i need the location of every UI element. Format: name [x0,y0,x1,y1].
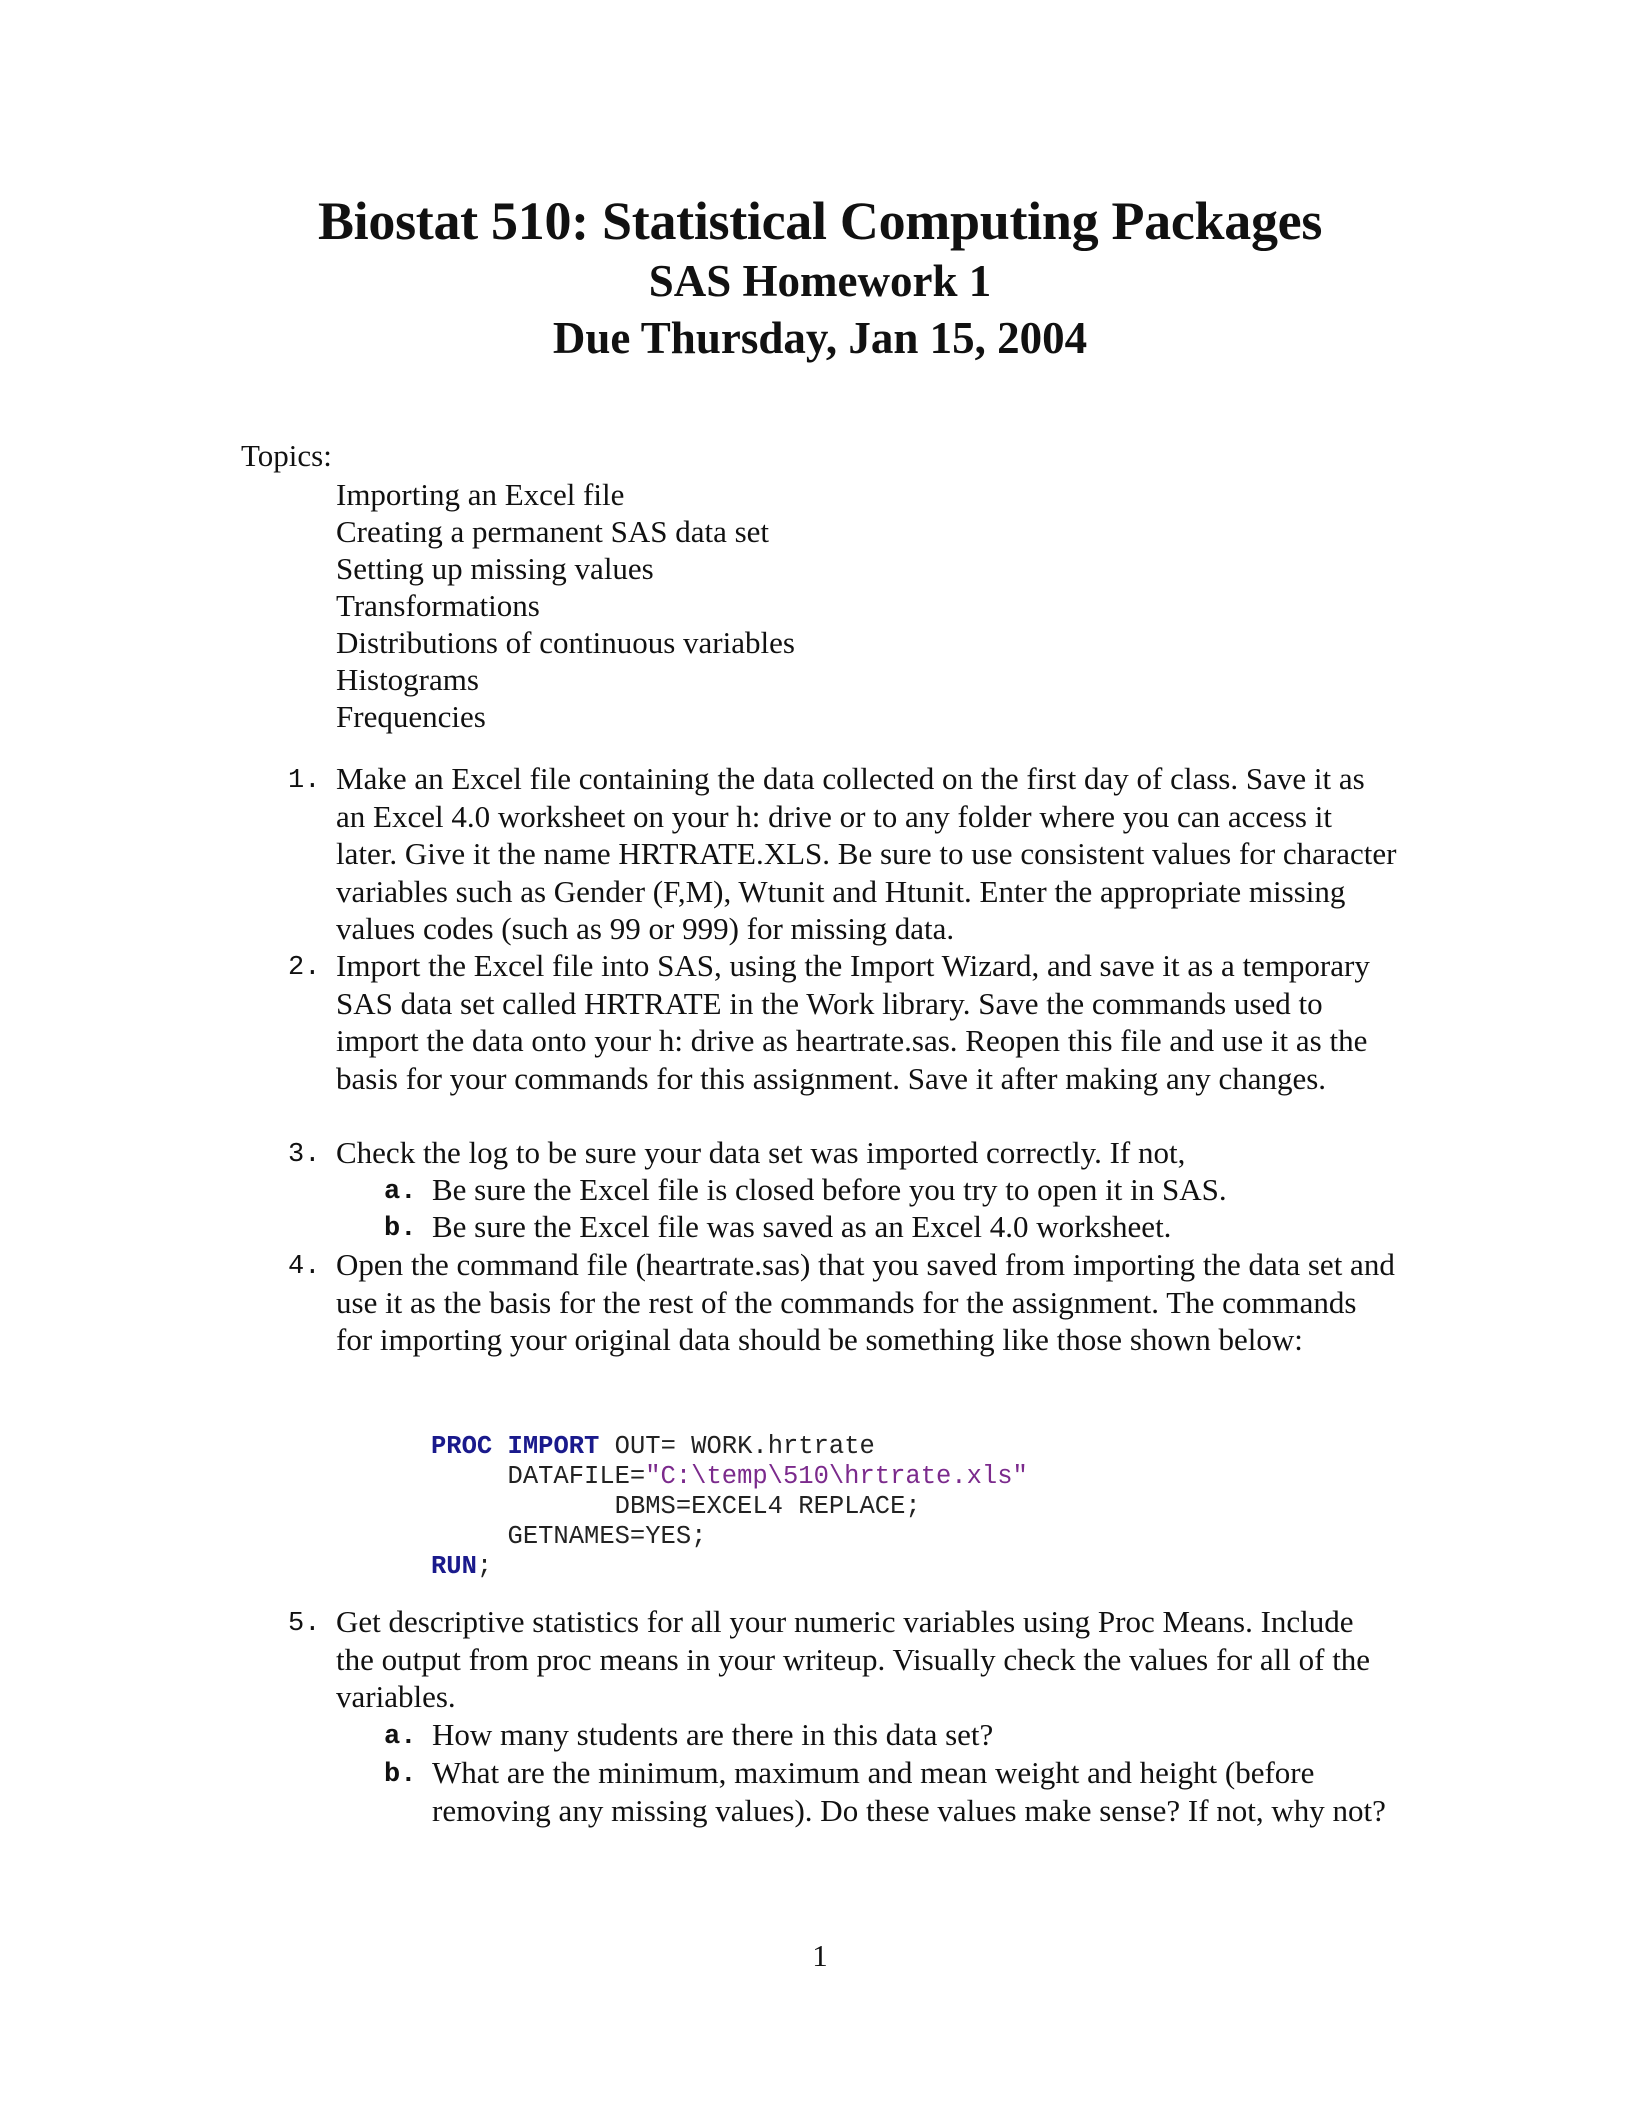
code-dbms-line: DBMS=EXCEL4 REPLACE; [614,1492,921,1521]
question-text: Make an Excel file containing the data collected on the first day of class. Save it as an Excel 4.0 worksheet on your h: drive or to any folder where you can access it later. Give it the name HRTRATE.XLS. Be sure to use consistent values for character variables such as Gender (F,M), Wtunit and Htunit. Enter the appropriate missing values codes (such as 99 or 999) for missing data. [336,761,1397,946]
code-run-semicolon: ; [476,1552,493,1581]
sub-text: Be sure the Excel file is closed before you try to open it in SAS. [432,1172,1227,1207]
question-text: Open the command file (heartrate.sas) that you saved from importing the data set and use it as the basis for the rest of the commands for the assignment. The commands for importing your original data should be something like those shown below: [336,1247,1395,1357]
question-3 [288,1134,1398,1172]
question-3a [384,1171,1404,1209]
topics-label: Topics: [241,438,332,473]
sub-letter: b. [384,1760,417,1790]
code-datafile-label: DATAFILE= [507,1462,646,1491]
question-number: 5. [288,1609,321,1639]
topic-item: Transformations [336,588,540,623]
question-text: Import the Excel file into SAS, using the Import Wizard, and save it as a temporary SAS data set called HRTRATE in the Work library. Save the commands used to import the data onto your h: drive as heartrate.sas. Reopen this file and use it as the basis for your commands for this assignment. Save it after making any changes. [336,948,1370,1096]
code-out-clause: OUT= WORK.hrtrate [614,1432,875,1461]
document-subtitle: SAS Homework 1 [648,256,992,306]
topic-item: Setting up missing values [336,551,654,586]
question-2 [288,947,1398,1097]
code-datafile-path: "C:\temp\510\hrtrate.xls" [645,1462,1028,1491]
topic-item: Distributions of continuous variables [336,625,795,660]
sub-letter: a. [384,1177,417,1207]
question-number: 4. [288,1252,321,1282]
question-number: 1. [288,766,321,796]
sub-text: How many students are there in this data set? [432,1717,994,1752]
topics-list [336,476,795,735]
sub-letter: a. [384,1722,417,1752]
question-4 [288,1246,1398,1359]
question-text: Check the log to be sure your data set was imported correctly. If not, [336,1135,1186,1170]
code-keyword-run: RUN [431,1552,477,1581]
question-5b [384,1754,1404,1829]
sas-code-block [431,1432,1028,1582]
topic-item: Creating a permanent SAS data set [336,514,770,549]
code-keyword-import: IMPORT [507,1432,600,1461]
question-number: 2. [288,953,321,983]
question-3b [384,1208,1404,1246]
due-date: Due Thursday, Jan 15, 2004 [552,313,1088,363]
question-number: 3. [288,1140,321,1170]
topic-item: Frequencies [336,699,486,734]
document-title: Biostat 510: Statistical Computing Packages [317,191,1323,251]
sub-text: What are the minimum, maximum and mean weight and height (before removing any missing values). Do these values make sense? If not, why not? [432,1755,1386,1828]
sub-letter: b. [384,1214,417,1244]
question-1 [288,760,1398,948]
page-number: 1 [812,1938,828,1973]
question-5a [384,1716,1404,1754]
question-5 [288,1603,1398,1716]
sub-text: Be sure the Excel file was saved as an Excel 4.0 worksheet. [432,1209,1172,1244]
code-getnames-line: GETNAMES=YES; [507,1522,707,1551]
question-text: Get descriptive statistics for all your numeric variables using Proc Means. Include the output from proc means in your writeup. Visually check the values for all of the variables. [336,1604,1371,1714]
topic-item: Histograms [336,662,479,697]
code-keyword-proc: PROC [431,1432,493,1461]
topic-item: Importing an Excel file [336,477,625,512]
